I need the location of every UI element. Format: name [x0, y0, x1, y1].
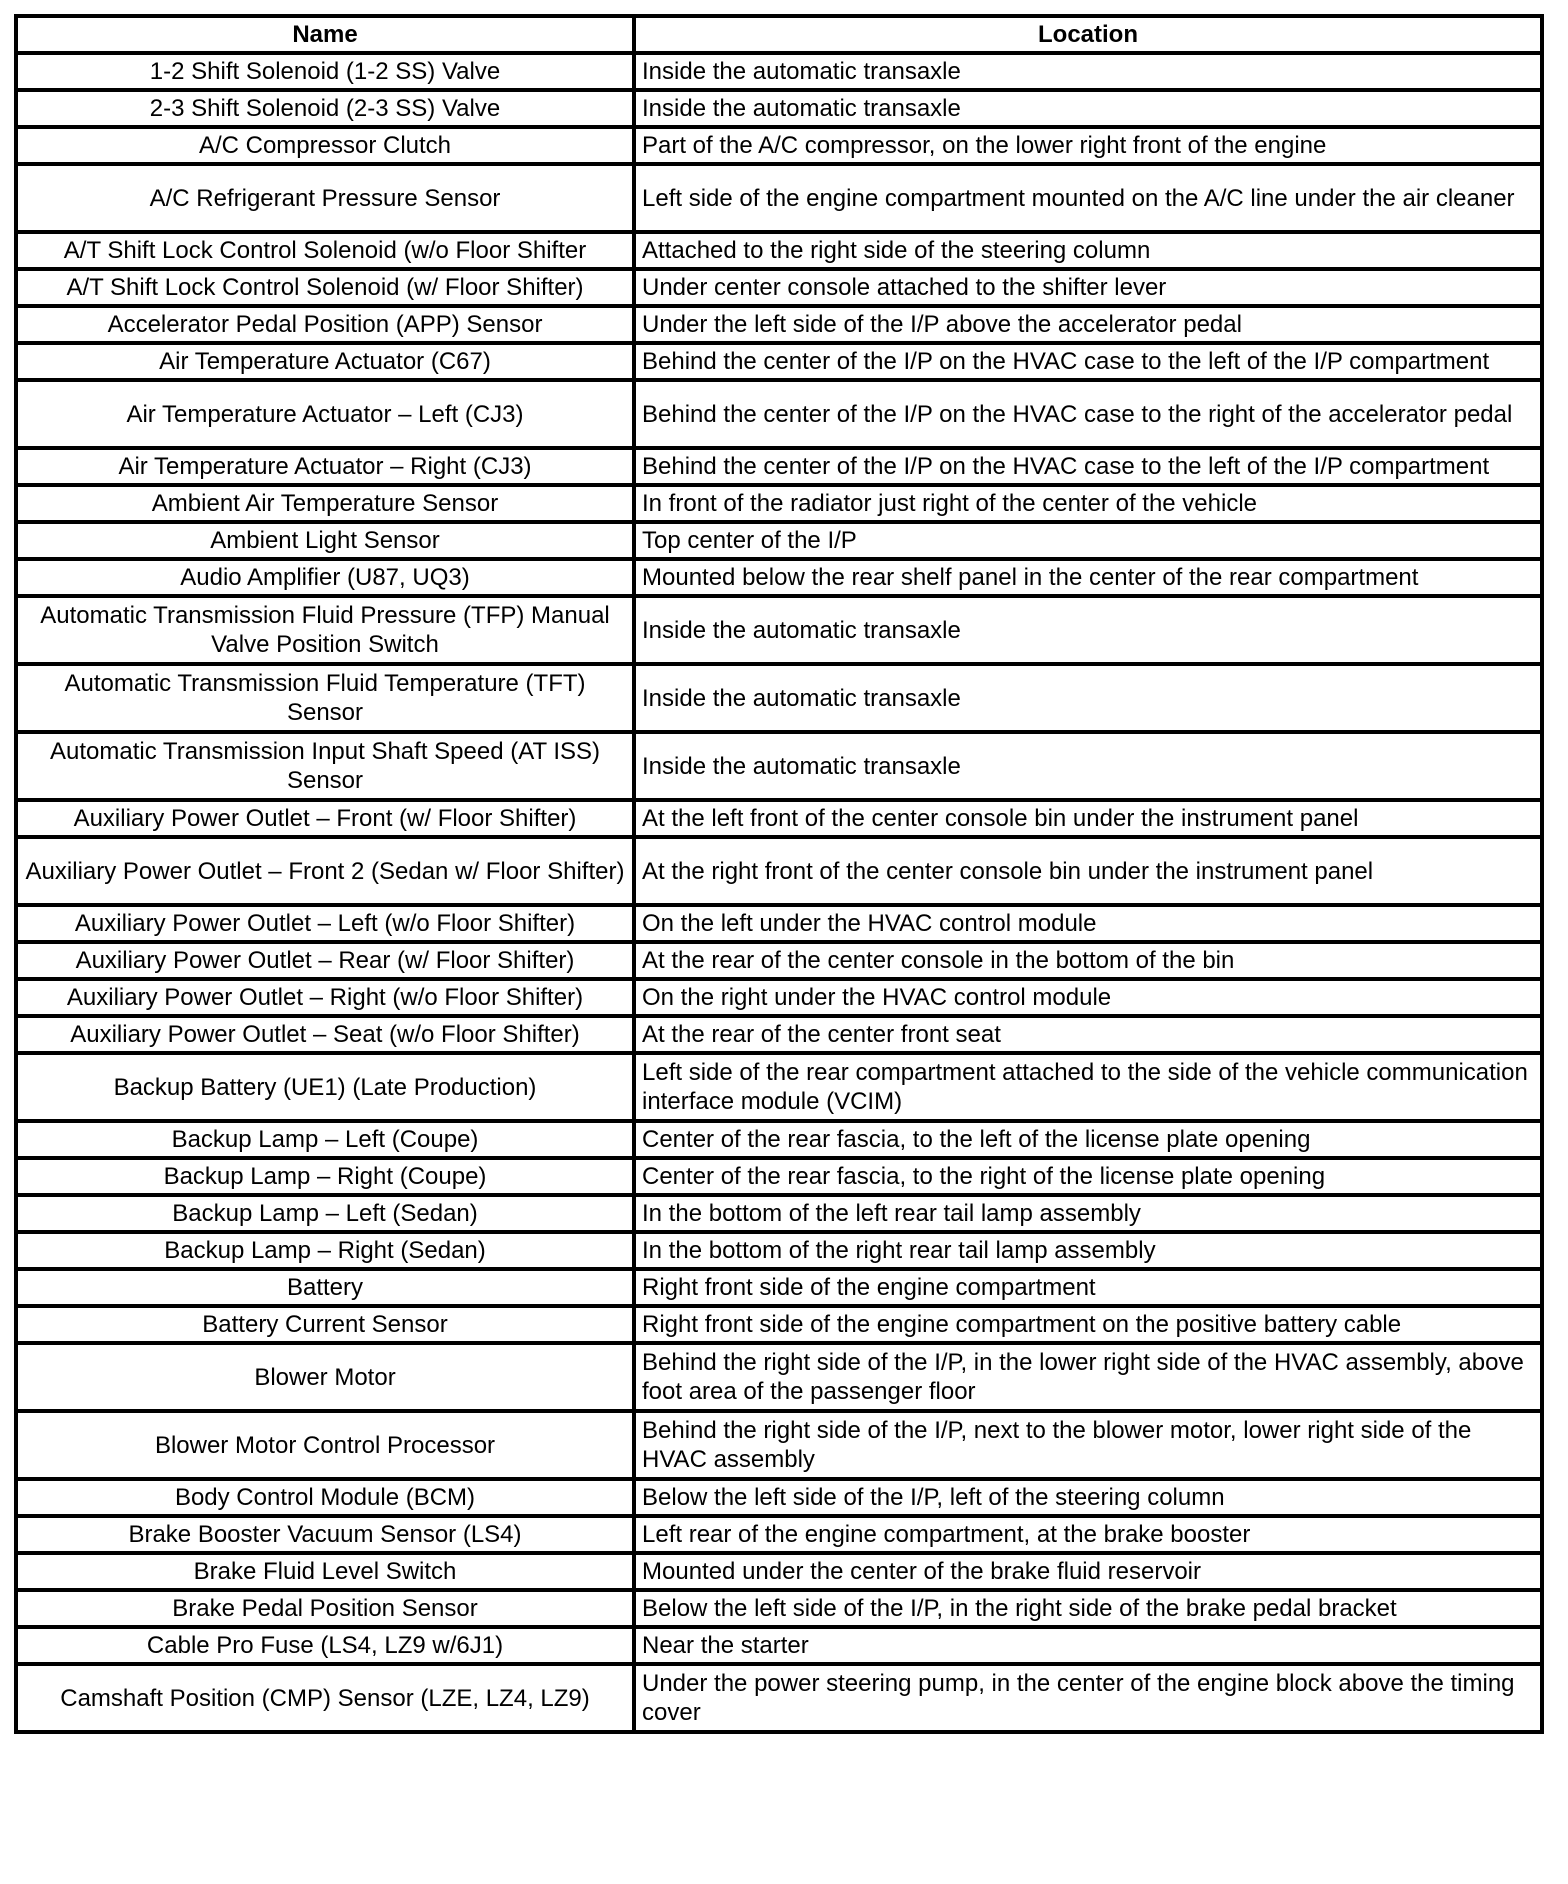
table-row [16, 800, 1542, 837]
component-location-cell: Inside the automatic transaxle [634, 596, 1542, 664]
table-row [16, 1516, 1542, 1553]
component-location-table [14, 14, 1544, 1734]
table-row [16, 1232, 1542, 1269]
component-name-cell: Camshaft Position (CMP) Sensor (LZE, LZ4, LZ9) [16, 1664, 634, 1732]
component-location-cell: On the right under the HVAC control module [634, 979, 1542, 1016]
component-name-cell: Backup Lamp – Left (Coupe) [16, 1121, 634, 1158]
component-location-cell: Inside the automatic transaxle [634, 664, 1542, 732]
component-name-cell: Blower Motor [16, 1343, 634, 1411]
component-location-page [14, 14, 1540, 1734]
table-row [16, 90, 1542, 127]
component-location-cell: Left rear of the engine compartment, at the brake booster [634, 1516, 1542, 1553]
component-name-cell: Backup Lamp – Left (Sedan) [16, 1195, 634, 1232]
component-name-cell: Automatic Transmission Fluid Temperature (TFT) Sensor [16, 664, 634, 732]
component-name-cell: Backup Battery (UE1) (Late Production) [16, 1053, 634, 1121]
header-name: Name [16, 16, 634, 53]
component-location-cell: In front of the radiator just right of the center of the vehicle [634, 485, 1542, 522]
component-name-cell: Automatic Transmission Input Shaft Speed (AT ISS) Sensor [16, 732, 634, 800]
component-name-cell: Audio Amplifier (U87, UQ3) [16, 559, 634, 596]
component-location-cell: Left side of the rear compartment attached to the side of the vehicle communication interface module (VCIM) [634, 1053, 1542, 1121]
table-row [16, 232, 1542, 269]
component-location-cell: At the right front of the center console bin under the instrument panel [634, 837, 1542, 905]
component-name-cell: Battery [16, 1269, 634, 1306]
table-row [16, 1553, 1542, 1590]
table-row [16, 1195, 1542, 1232]
component-location-cell: Under the power steering pump, in the center of the engine block above the timing cover [634, 1664, 1542, 1732]
component-location-cell: In the bottom of the left rear tail lamp assembly [634, 1195, 1542, 1232]
table-row [16, 343, 1542, 380]
table-row [16, 1053, 1542, 1121]
component-location-cell: At the rear of the center front seat [634, 1016, 1542, 1053]
component-name-cell: Auxiliary Power Outlet – Right (w/o Floor Shifter) [16, 979, 634, 1016]
table-row [16, 53, 1542, 90]
table-row [16, 164, 1542, 232]
table-row [16, 1590, 1542, 1627]
table-row [16, 1016, 1542, 1053]
component-location-cell: Near the starter [634, 1627, 1542, 1664]
table-row [16, 1479, 1542, 1516]
component-location-cell: Mounted below the rear shelf panel in the center of the rear compartment [634, 559, 1542, 596]
component-location-cell: Under center console attached to the shifter lever [634, 269, 1542, 306]
component-name-cell: Auxiliary Power Outlet – Front 2 (Sedan w/ Floor Shifter) [16, 837, 634, 905]
table-row [16, 448, 1542, 485]
table-header-row [16, 16, 1542, 53]
component-location-cell: Under the left side of the I/P above the accelerator pedal [634, 306, 1542, 343]
table-row [16, 380, 1542, 448]
component-location-cell: At the rear of the center console in the bottom of the bin [634, 942, 1542, 979]
component-name-cell: Air Temperature Actuator – Left (CJ3) [16, 380, 634, 448]
table-row [16, 596, 1542, 664]
component-location-cell: Inside the automatic transaxle [634, 90, 1542, 127]
component-name-cell: Backup Lamp – Right (Sedan) [16, 1232, 634, 1269]
component-name-cell: Brake Pedal Position Sensor [16, 1590, 634, 1627]
table-row [16, 732, 1542, 800]
component-name-cell: Body Control Module (BCM) [16, 1479, 634, 1516]
table-row [16, 1158, 1542, 1195]
component-location-cell: Center of the rear fascia, to the right of the license plate opening [634, 1158, 1542, 1195]
component-location-cell: In the bottom of the right rear tail lamp assembly [634, 1232, 1542, 1269]
component-location-cell: Behind the center of the I/P on the HVAC case to the left of the I/P compartment [634, 448, 1542, 485]
component-location-cell: Below the left side of the I/P, left of the steering column [634, 1479, 1542, 1516]
table-row [16, 905, 1542, 942]
component-name-cell: Auxiliary Power Outlet – Front (w/ Floor Shifter) [16, 800, 634, 837]
component-name-cell: Ambient Air Temperature Sensor [16, 485, 634, 522]
table-row [16, 522, 1542, 559]
table-row [16, 942, 1542, 979]
component-location-cell: Center of the rear fascia, to the left of the license plate opening [634, 1121, 1542, 1158]
component-location-cell: Right front side of the engine compartment on the positive battery cable [634, 1306, 1542, 1343]
component-name-cell: Accelerator Pedal Position (APP) Sensor [16, 306, 634, 343]
component-name-cell: Auxiliary Power Outlet – Seat (w/o Floor Shifter) [16, 1016, 634, 1053]
table-row [16, 979, 1542, 1016]
table-row [16, 127, 1542, 164]
table-row [16, 559, 1542, 596]
component-name-cell: A/T Shift Lock Control Solenoid (w/ Floor Shifter) [16, 269, 634, 306]
component-name-cell: Auxiliary Power Outlet – Rear (w/ Floor Shifter) [16, 942, 634, 979]
component-location-cell: Top center of the I/P [634, 522, 1542, 559]
component-location-cell: Behind the center of the I/P on the HVAC case to the left of the I/P compartment [634, 343, 1542, 380]
component-name-cell: Air Temperature Actuator – Right (CJ3) [16, 448, 634, 485]
header-location: Location [634, 16, 1542, 53]
component-name-cell: Auxiliary Power Outlet – Left (w/o Floor Shifter) [16, 905, 634, 942]
component-name-cell: Brake Booster Vacuum Sensor (LS4) [16, 1516, 634, 1553]
component-location-cell: Left side of the engine compartment mounted on the A/C line under the air cleaner [634, 164, 1542, 232]
component-location-cell: Behind the right side of the I/P, next to the blower motor, lower right side of the HVAC assembly [634, 1411, 1542, 1479]
component-location-cell: Inside the automatic transaxle [634, 53, 1542, 90]
component-name-cell: A/T Shift Lock Control Solenoid (w/o Floor Shifter [16, 232, 634, 269]
component-location-cell: On the left under the HVAC control module [634, 905, 1542, 942]
component-name-cell: A/C Compressor Clutch [16, 127, 634, 164]
table-row [16, 1664, 1542, 1732]
component-location-cell: Right front side of the engine compartment [634, 1269, 1542, 1306]
table-row [16, 1627, 1542, 1664]
table-row [16, 1121, 1542, 1158]
component-name-cell: 1-2 Shift Solenoid (1-2 SS) Valve [16, 53, 634, 90]
table-body [16, 53, 1542, 1732]
table-row [16, 1343, 1542, 1411]
component-name-cell: Cable Pro Fuse (LS4, LZ9 w/6J1) [16, 1627, 634, 1664]
table-row [16, 306, 1542, 343]
table-row [16, 485, 1542, 522]
component-name-cell: Ambient Light Sensor [16, 522, 634, 559]
component-name-cell: A/C Refrigerant Pressure Sensor [16, 164, 634, 232]
component-location-cell: Behind the right side of the I/P, in the lower right side of the HVAC assembly, above foot area of the passenger floor [634, 1343, 1542, 1411]
component-name-cell: 2-3 Shift Solenoid (2-3 SS) Valve [16, 90, 634, 127]
component-location-cell: Behind the center of the I/P on the HVAC case to the right of the accelerator pedal [634, 380, 1542, 448]
table-row [16, 1411, 1542, 1479]
table-row [16, 1269, 1542, 1306]
table-row [16, 1306, 1542, 1343]
component-name-cell: Blower Motor Control Processor [16, 1411, 634, 1479]
component-name-cell: Brake Fluid Level Switch [16, 1553, 634, 1590]
component-location-cell: Attached to the right side of the steering column [634, 232, 1542, 269]
component-location-cell: Mounted under the center of the brake fluid reservoir [634, 1553, 1542, 1590]
component-name-cell: Automatic Transmission Fluid Pressure (TFP) Manual Valve Position Switch [16, 596, 634, 664]
component-location-cell: Below the left side of the I/P, in the right side of the brake pedal bracket [634, 1590, 1542, 1627]
component-location-cell: Part of the A/C compressor, on the lower right front of the engine [634, 127, 1542, 164]
component-location-cell: Inside the automatic transaxle [634, 732, 1542, 800]
table-row [16, 269, 1542, 306]
component-name-cell: Air Temperature Actuator (C67) [16, 343, 634, 380]
table-row [16, 664, 1542, 732]
component-name-cell: Battery Current Sensor [16, 1306, 634, 1343]
table-row [16, 837, 1542, 905]
component-name-cell: Backup Lamp – Right (Coupe) [16, 1158, 634, 1195]
component-location-cell: At the left front of the center console bin under the instrument panel [634, 800, 1542, 837]
